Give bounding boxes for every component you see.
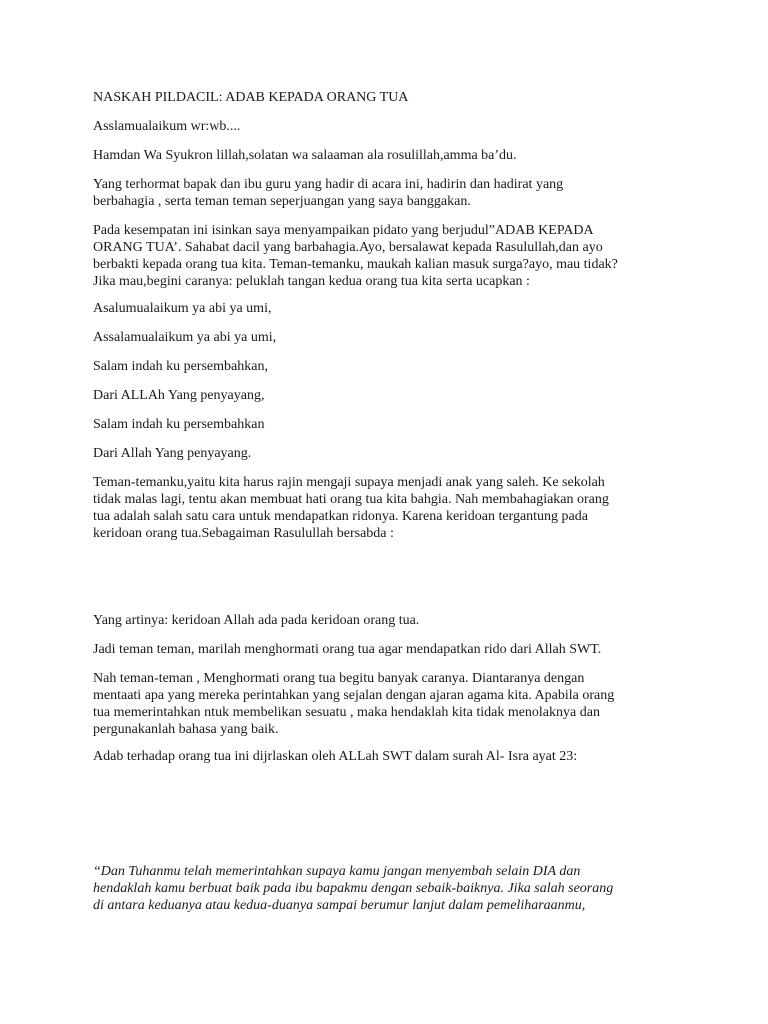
text-line: tua memerintahkan ntuk membelikan sesuatu , maka hendaklah kita tidak menolaknya dan	[93, 705, 600, 720]
paragraph-introduction	[93, 222, 685, 290]
text-line: Yang terhormat bapak dan ibu guru yang hadir di acara ini, hadirin dan hadirat yang	[93, 177, 564, 192]
text-line: berbahagia , serta teman teman seperjuangan yang saya banggakan.	[93, 194, 471, 209]
text-line: keridoan orang tua.Sebagaiman Rasulullah bersabda :	[93, 526, 394, 541]
greeting-line: Asslamualaikum wr:wb....	[93, 119, 241, 134]
text-line: berbakti kepada orang tua kita. Teman-temanku, maukah kalian masuk surga?ayo, mau tidak?	[93, 257, 618, 272]
text-line: ORANG TUA’. Sahabat dacil yang barbahagia.Ayo, bersalawat kepada Rasulullah,dan ayo	[93, 240, 603, 255]
text-line: Jika mau,begini caranya: peluklah tangan kedua orang tua kita serta ucapkan :	[93, 274, 530, 289]
text-line: hendaklah kamu berbuat baik pada ibu bapakmu dengan sebaik-baiknya. Jika salah seorang	[93, 881, 614, 896]
text-line: pergunakanlah bahasa yang baik.	[93, 722, 279, 737]
verse-line-3: Salam indah ku persembahkan,	[93, 359, 268, 374]
meaning-line: Yang artinya: keridoan Allah ada pada keridoan orang tua.	[93, 613, 420, 628]
verse-line-1: Asalumualaikum ya abi ya umi,	[93, 301, 272, 316]
verse-line-2: Assalamualaikum ya abi ya umi,	[93, 330, 277, 345]
text-line: “Dan Tuhanmu telah memerintahkan supaya kamu jangan menyembah selain DIA dan	[93, 864, 581, 879]
hamdalah-line: Hamdan Wa Syukron lillah,solatan wa salaaman ala rosulillah,amma ba’du.	[93, 148, 517, 163]
text-line: di antara keduanya atau kedua-duanya sampai berumur lanjut dalam pemeliharaanmu,	[93, 898, 586, 913]
paragraph-respect: Jadi teman teman, marilah menghormati orang tua agar mendapatkan rido dari Allah SWT.	[93, 642, 602, 657]
text-line: tua adalah salah satu cara untuk mendapatkan ridonya. Karena keridoan tergantung pada	[93, 509, 588, 524]
verse-line-5: Salam indah ku persembahkan	[93, 417, 265, 432]
quran-quote	[93, 863, 685, 914]
paragraph-adab-surah: Adab terhadap orang tua ini dijrlaskan oleh ALLah SWT dalam surah Al- Isra ayat 23:	[93, 749, 578, 764]
verse-line-4: Dari ALLAh Yang penyayang,	[93, 388, 265, 403]
paragraph-ways-to-respect	[93, 670, 685, 738]
text-line: mentaati apa yang mereka perintahkan yang sejalan dengan ajaran agama kita. Apabila orang	[93, 688, 615, 703]
paragraph-friends	[93, 474, 685, 542]
document-title: NASKAH PILDACIL: ADAB KEPADA ORANG TUA	[93, 90, 409, 105]
verse-line-6: Dari Allah Yang penyayang.	[93, 446, 252, 461]
text-line: Nah teman-teman , Menghormati orang tua begitu banyak caranya. Diantaranya dengan	[93, 671, 585, 686]
text-line: tidak malas lagi, tentu akan membuat hati orang tua kita bahgia. Nah membahagiakan orang	[93, 492, 609, 507]
text-line: Pada kesempatan ini isinkan saya menyampaikan pidato yang berjudul”ADAB KEPADA	[93, 223, 594, 238]
paragraph-honored-guests	[93, 176, 685, 210]
text-line: Teman-temanku,yaitu kita harus rajin mengaji supaya menjadi anak yang saleh. Ke sekolah	[93, 475, 605, 490]
